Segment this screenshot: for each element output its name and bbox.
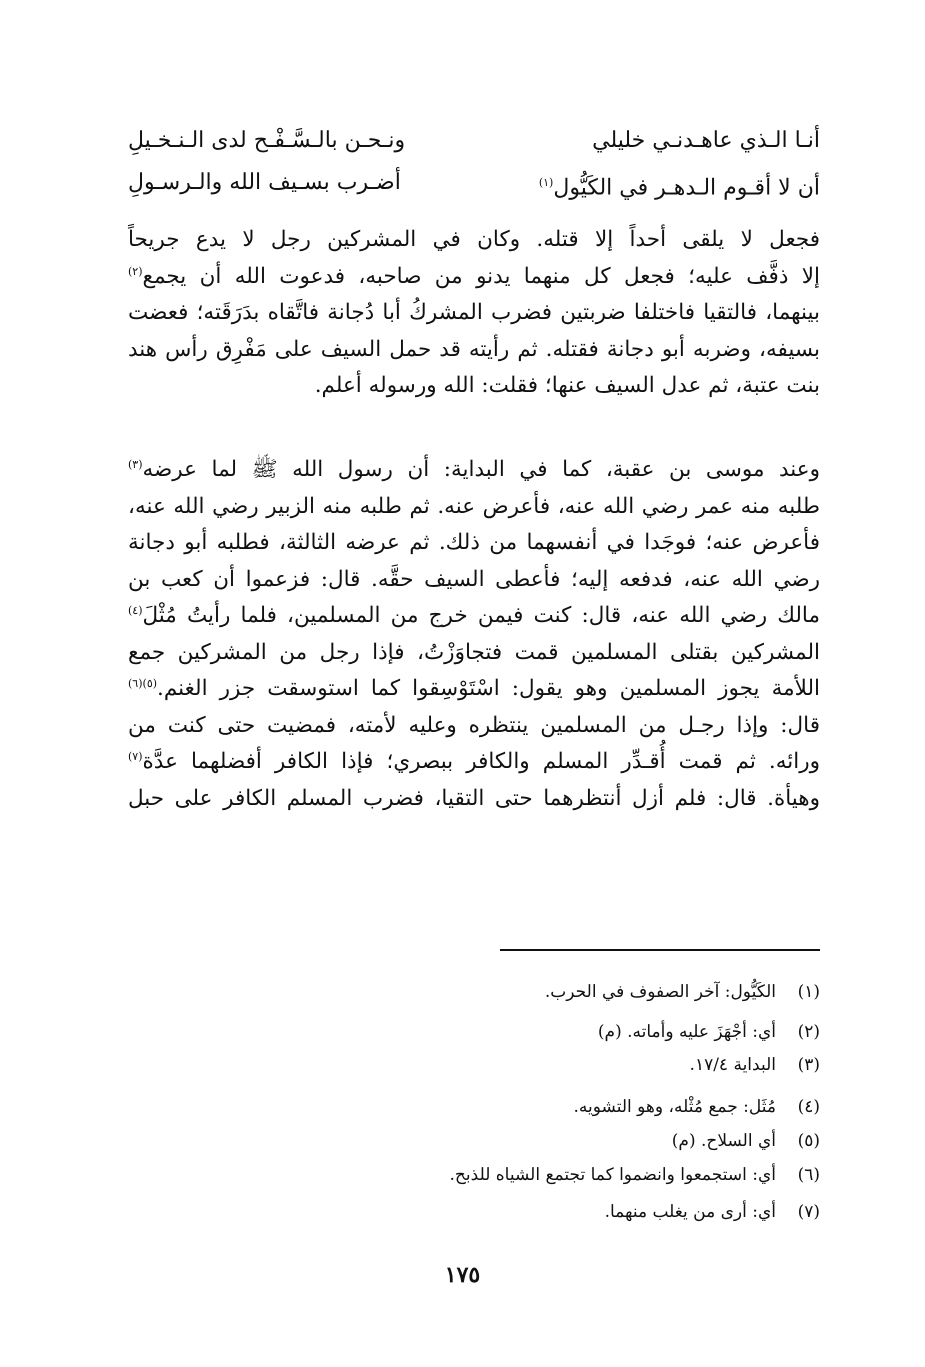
text-line: بنت عتبة، ثم عدل السيف عنها؛ فقلت: الله ورسوله أعلم. [314, 373, 820, 398]
text-line: مالك رضي الله عنه، قال: كنت فيمن خرج من المسلمين، فلما رأيتُ مُثْلَ$^{(٤)}$ [128, 603, 820, 628]
footnote-number: (٢) [797, 1022, 820, 1042]
footnote-number: (٧) [797, 1202, 820, 1222]
text-line: المشركين بقتلى المسلمين قمت فتجاوَزْتُ، فإذا رجل من المشركين جمع [128, 639, 820, 665]
page-number: ١٧٥ [444, 1262, 481, 1288]
poem-verse [128, 128, 820, 154]
text-line: رضي الله عنه، فدفعه إليه؛ فأعطى السيف حقَّه. قال: فزعموا أن كعب بن [128, 566, 820, 592]
footnote-ref: (١) [538, 176, 554, 189]
text-line: إلا ذفَّف عليه؛ فجعل كل منهما يدنو من صاحبه، فدعوت الله أن يجمع$^{(٢)}$ [128, 263, 820, 289]
verse-hemistich: أنـا الـذي عاهـدنـي خليلي [592, 128, 820, 153]
footnote-ref: (٤) [128, 603, 143, 617]
text-line: بينهما، فالتقيا فاختلفا ضربتين فضرب المشركُ أبا دُجانة فاتَّقاه بدَرَقَته؛ فعضت [128, 300, 820, 325]
body-paragraph [128, 452, 820, 817]
body-paragraph [128, 222, 820, 405]
footnote-ref: (٧) [128, 749, 143, 763]
footnote-number: (٤) [797, 1097, 820, 1117]
footnote-ref: (٢) [128, 264, 143, 278]
text-line: قال: وإذا رجـل من المسلمين ينتظره وعليه لأمته، فمضيت حتى كنت من [128, 712, 820, 738]
text-line: بسيفه، وضربه أبو دجانة فقتله. ثم رأيته قد حمل السيف على مَفْرِق رأس هند [128, 336, 820, 362]
footnote [300, 1126, 820, 1156]
text-line: اللأمة يجوز المسلمين وهو يقول: اسْتَوْسِقوا كما استوسقت جزر الغنم.$^{(٥)(٦)}$ [128, 676, 820, 701]
footnote-text: أي السلاح. (م) [671, 1131, 776, 1151]
text-line: وعند موسى بن عقبة، كما في البداية: أن رسول الله ﷺ لما عرضه$^{(٣)}$ [128, 457, 820, 482]
footnote [300, 1197, 820, 1227]
verse-hemistich: ونـحـن بالـسَّـفْـح لدى الـنـخـيلِ [128, 128, 406, 153]
text-line: طلبه منه عمر رضي الله عنه، فأعرض عنه. ثم طلبه منه الزبير رضي الله عنه، [128, 493, 820, 519]
text-line: فجعل لا يلقى أحداً إلا قتله. وكان في المشركين رجل لا يدع جريحاً [128, 227, 820, 252]
poem-verse [128, 170, 820, 201]
footnote [300, 1017, 820, 1047]
text-line: وهيأة. قال: فلم أزل أنتظرهما حتى التقيا، فضرب المسلم الكافر على حبل [128, 785, 820, 811]
footnote-text: أي: استجمعوا وانضموا كما تجتمع الشياه للذبح. [449, 1165, 776, 1185]
footnote [300, 1050, 820, 1080]
footnote-ref: (٥) [142, 676, 158, 690]
footnote [300, 1092, 820, 1122]
footnote-text: البداية ١٧/٤. [689, 1055, 776, 1075]
text-line: فأعرض عنه؛ فوجَدا في أنفسهما من ذلك. ثم عرضه الثالثة، فطلبه أبو دجانة [128, 530, 820, 555]
footnote-number: (٥) [797, 1131, 820, 1151]
footnote-divider [500, 949, 820, 951]
footnote-number: (١) [797, 982, 820, 1002]
footnote-text: الكَيُّول: آخر الصفوف في الحرب. [544, 982, 776, 1002]
footnote-ref: (٣) [128, 457, 143, 471]
footnote-text: أي: أرى من يغلب منهما. [604, 1202, 776, 1222]
footnote-text: أي: أجْهَزَ عليه وأماته. (م) [597, 1022, 776, 1042]
footnote-number: (٦) [797, 1165, 820, 1185]
footnote-ref: (٦) [128, 676, 143, 690]
footnote-number: (٣) [797, 1055, 820, 1075]
footnote [300, 977, 820, 1007]
text-line: ورائه. ثم قمت أُقـدِّر المسلم والكافر ببصري؛ فإذا الكافر أفضلهما عدَّة$^{(٧)}$ [128, 749, 820, 774]
footnote-text: مُثَل: جمع مُثْله، وهو التشويه. [573, 1097, 776, 1117]
verse-hemistich: أضـرب بسـيف الله والـرسـولِ [128, 170, 401, 195]
footnote [300, 1160, 820, 1190]
verse-hemistich: أن لا أقـوم الـدهـر في الكَيُّول$^{(١)}$ [538, 175, 820, 201]
